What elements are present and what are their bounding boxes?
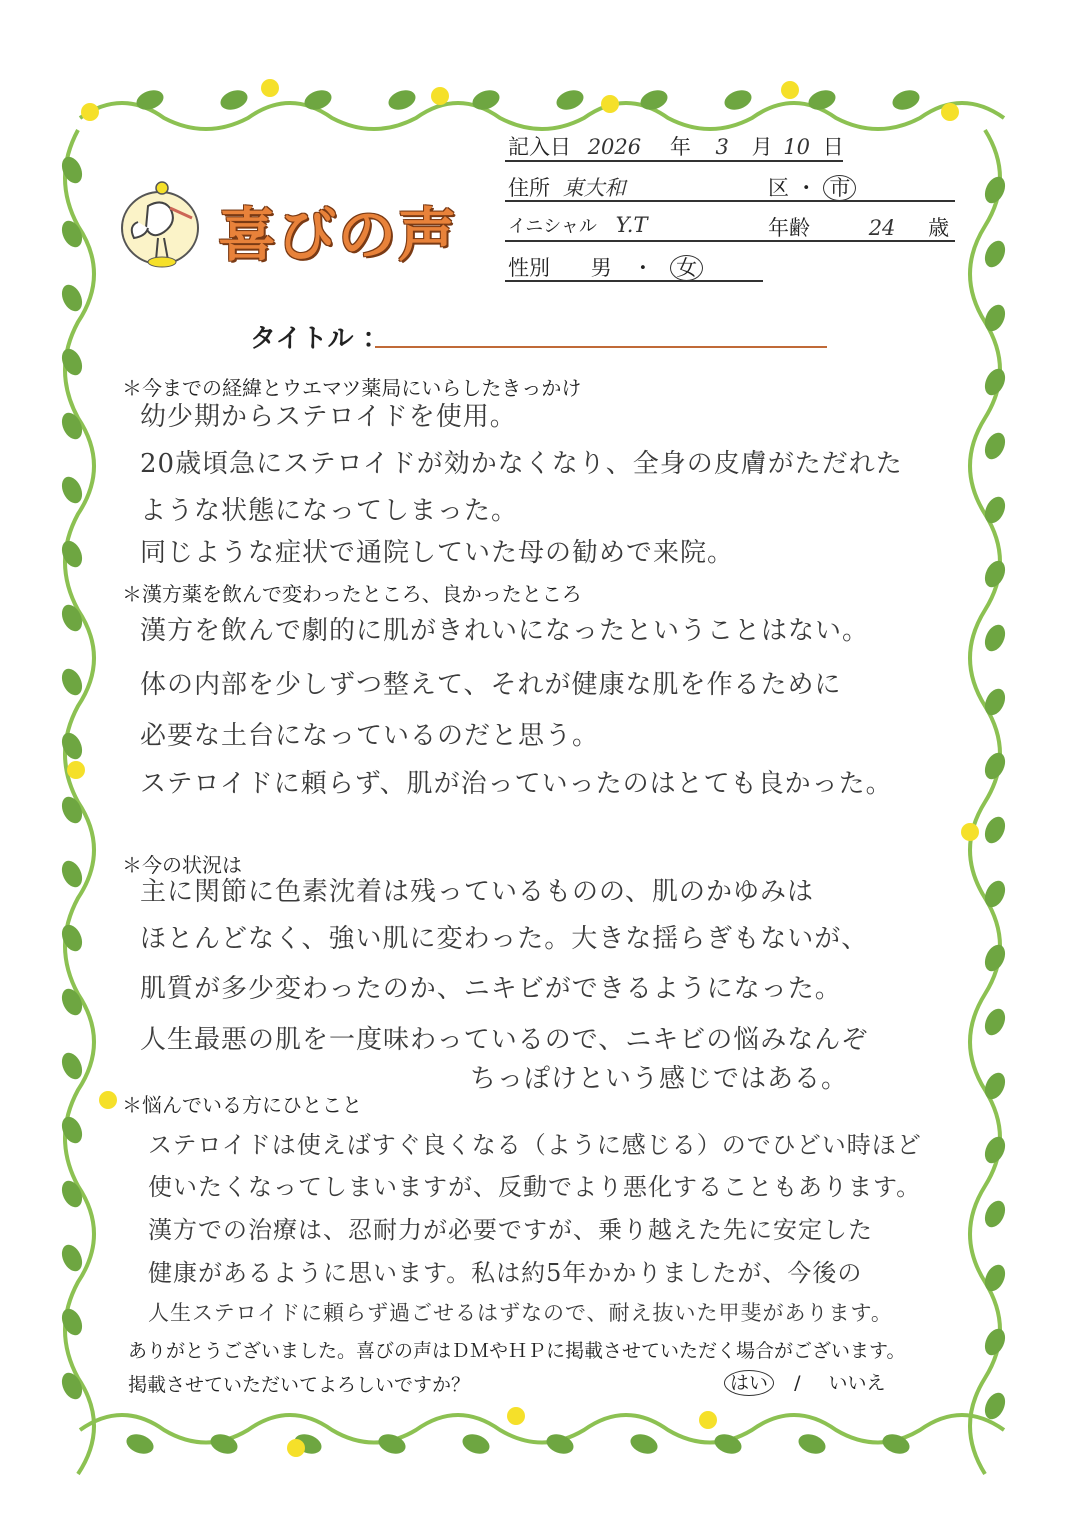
initial-row: [508, 212, 647, 238]
brand-title: 喜びの声: [218, 201, 459, 269]
age-unit: 歳: [928, 216, 950, 240]
berry-icon: [699, 1411, 717, 1429]
leaf-icon: [981, 1198, 1009, 1231]
leaf-icon: [981, 750, 1009, 783]
ward-city-dot: ・: [795, 176, 817, 200]
leaf-icon: [981, 1326, 1009, 1359]
answer-line: ステロイドは使えばすぐ良くなる（ように感じる）のでひどい時ほど: [148, 1131, 922, 1159]
berry-icon: [507, 1407, 525, 1425]
address-underline: [505, 200, 955, 202]
date-label: 記入日: [508, 135, 571, 159]
leaf-icon: [58, 1050, 86, 1083]
leaf-icon: [981, 302, 1009, 335]
berry-icon: [99, 1091, 117, 1109]
leaf-icon: [981, 686, 1009, 719]
year-label: 年: [669, 135, 691, 159]
address-value: 東大和: [562, 176, 626, 200]
leaf-icon: [58, 730, 86, 763]
berry-icon: [287, 1439, 305, 1457]
date-day: 10: [783, 135, 810, 159]
consent-slash: /: [794, 1372, 801, 1394]
answer-line: 主に関節に色素沈着は残っているものの、肌のかゆみは: [140, 877, 814, 907]
gender-male: 男: [590, 256, 612, 280]
section-heading-advice: ＊悩んでいる方にひとこと: [122, 1093, 362, 1117]
leaf-icon: [981, 558, 1009, 591]
leaf-icon: [58, 346, 86, 379]
answer-line: 体の内部を少しずつ整えて、それが健康な肌を作るために: [140, 670, 842, 700]
leaf-icon: [58, 474, 86, 507]
consent-choices: [724, 1368, 886, 1396]
leaf-icon: [58, 282, 86, 315]
leaf-icon: [981, 878, 1009, 911]
berry-icon: [601, 95, 619, 113]
answer-line: 幼少期からステロイドを使用。: [140, 402, 517, 432]
leaf-icon: [806, 87, 838, 113]
leaf-icon: [58, 666, 86, 699]
leaf-icon: [981, 622, 1009, 655]
berry-icon: [961, 823, 979, 841]
leaf-icon: [218, 87, 250, 113]
date-month: 3: [715, 135, 729, 159]
stork-logo-icon: [118, 178, 208, 274]
berry-icon: [781, 81, 799, 99]
leaf-icon: [981, 430, 1009, 463]
answer-line: 人生最悪の肌を一度味わっているので、ニキビの悩みなんぞ: [140, 1025, 869, 1055]
leaf-icon: [124, 1431, 156, 1457]
consent-notice: ありがとうございました。喜びの声はＤＭやＨＰに掲載させていただく場合がございます。: [128, 1340, 906, 1362]
answer-line: ステロイドに頼らず、肌が治っていったのはとても良かった。: [140, 769, 893, 799]
month-label: 月: [751, 135, 773, 159]
leaf-icon: [470, 87, 502, 113]
answer-line: 健康があるように思います。私は約5年かかりましたが、今後の: [148, 1259, 863, 1287]
answer-line: 使いたくなってしまいますが、反動でより悪化することもあります。: [148, 1173, 922, 1201]
title-label: タイトル ：: [250, 324, 389, 354]
consent-no: いいえ: [828, 1372, 886, 1394]
answer-line: ような状態になってしまった。: [140, 496, 519, 526]
section-heading-background: ＊今までの経緯とウエマツ薬局にいらしたきっかけ: [122, 376, 582, 400]
leaf-icon: [890, 87, 922, 113]
gender-underline: [505, 280, 763, 282]
leaf-icon: [638, 87, 670, 113]
answer-line: 漢方での治療は、忍耐力が必要ですが、乗り越えた先に安定した: [148, 1216, 873, 1244]
answer-line: 必要な土台になっているのだと思う。: [140, 721, 600, 751]
leaf-icon: [386, 87, 418, 113]
leaf-icon: [58, 538, 86, 571]
leaf-icon: [981, 494, 1009, 527]
gender-label: 性別: [508, 256, 550, 280]
leaf-icon: [58, 922, 86, 955]
ward-city-row: [768, 172, 856, 202]
leaf-icon: [981, 1070, 1009, 1103]
consent-question: 掲載させていただいてよろしいですか？: [128, 1374, 471, 1396]
gender-female-circled: 女: [670, 255, 703, 281]
city-label-circled: 市: [823, 175, 856, 201]
age-label: 年齢: [768, 216, 810, 240]
age-value: 24: [868, 216, 896, 240]
leaf-icon: [58, 1306, 86, 1339]
address-label: 住所: [508, 176, 550, 200]
answer-line: 人生ステロイドに頼らず過ごせるはずなので、耐え抜いた甲斐があります。: [148, 1301, 893, 1325]
section-heading-current: ＊今の状況は: [122, 853, 242, 877]
day-label: 日: [822, 135, 844, 159]
date-year: 2026: [587, 135, 642, 159]
berry-icon: [941, 103, 959, 121]
title-underline: [375, 346, 827, 348]
leaf-icon: [302, 87, 334, 113]
leaf-icon: [460, 1431, 492, 1457]
leaf-icon: [981, 814, 1009, 847]
initial-value: Y.T: [615, 213, 648, 237]
answer-line: ちっぽけという感じではある。: [470, 1064, 849, 1094]
leaf-icon: [58, 1242, 86, 1275]
answer-line: 20歳頃急にステロイドが効かなくなり、全身の皮膚がただれた: [140, 449, 903, 479]
berry-icon: [431, 87, 449, 105]
leaf-icon: [981, 238, 1009, 271]
leaf-icon: [981, 174, 1009, 207]
leaf-icon: [796, 1431, 828, 1457]
leaf-icon: [58, 1114, 86, 1147]
address-row: [508, 172, 626, 202]
leaf-icon: [58, 154, 86, 187]
answer-line: ほとんどなく、強い肌に変わった。大きな揺らぎもないが、: [140, 924, 869, 954]
leaf-icon: [981, 366, 1009, 399]
leaf-icon: [554, 87, 586, 113]
age-row: [768, 212, 949, 242]
ward-label: 区: [768, 176, 789, 200]
leaf-icon: [981, 1134, 1009, 1167]
date-row: [508, 131, 844, 161]
consent-yes-circled: はい: [724, 1370, 774, 1396]
initial-label: イニシャル: [508, 216, 597, 237]
leaf-icon: [134, 87, 166, 113]
berry-icon: [261, 79, 279, 97]
leaf-icon: [981, 1262, 1009, 1295]
answer-line: 漢方を飲んで劇的に肌がきれいになったということはない。: [140, 616, 870, 646]
leaf-icon: [981, 1006, 1009, 1039]
section-heading-effects: ＊漢方薬を飲んで変わったところ、良かったところ: [122, 582, 582, 606]
vine-top: [80, 103, 1004, 129]
initial-age-underline: [505, 240, 955, 242]
leaf-icon: [981, 942, 1009, 975]
gender-row: [508, 252, 703, 282]
answer-line: 肌質が多少変わったのか、ニキビができるようになった。: [140, 974, 842, 1004]
answer-line: 同じような症状で通院していた母の勧めで来院。: [140, 538, 735, 568]
date-underline: [505, 160, 843, 162]
leaf-icon: [58, 858, 86, 891]
gender-dot: ・: [632, 256, 654, 280]
berry-icon: [67, 761, 85, 779]
leaf-icon: [628, 1431, 660, 1457]
leaf-icon: [722, 87, 754, 113]
berry-icon: [81, 103, 99, 121]
